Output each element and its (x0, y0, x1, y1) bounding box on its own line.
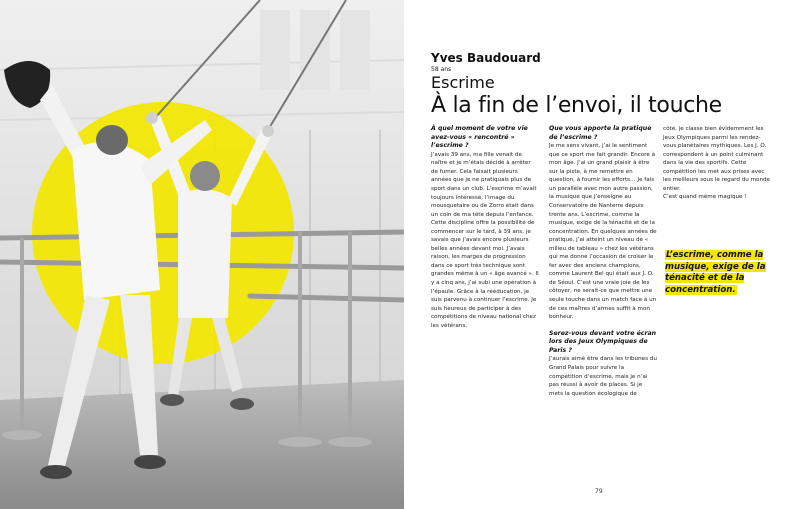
sport-label: Escrime (431, 73, 495, 92)
answer-paragraph: côté, je classe bien évidemment les Jeux Olympiques parmi les rendez-vous planétaires mythiques. Les J. O. correspondent à un point culminant dans la vie des sportifs. Cette compétition les met aux prises avec les meilleurs sous le regard du monde entier. (663, 126, 770, 192)
page-number: 79 (595, 488, 603, 495)
athlete-name: Yves Baudouard (431, 51, 541, 65)
pull-quote (665, 250, 775, 296)
answer-paragraph: J’avais 39 ans, ma fille venait de naître et je m’étais décidé à arrêter de fumer. Cela faisait plusieurs années que je ne pratiquais plus de sport dans un club. L’escrime m’avait toujours intéressé, l’image du mousquetaire ou de Zorro était dans un coin de ma tête depuis l’enfance. Cette discipline offre la possibilité de commencer sur le tard, à 39 ans, je savais que j’avais encore plusieurs belles années devant moi. J’avais raison, les marges de progression dans ce sport très technique sont grandes même à un « âge avancé ». Il y a cinq ans, j’ai subi une opération à l’épaule. Grâce à la rééducation, je suis parvenu à continuer l’escrime. Je suis heureux de participer à des compétitions de niveau national chez les vétérans. (431, 151, 539, 329)
headline: À la fin de l’envoi, il touche (431, 93, 722, 118)
answer-paragraph: J’aurais aimé être dans les tribunes du Grand Palais pour suivre la compétition d’escrime, mais je n’ai pas réussi à avoir de places. Si je mets la question écologique de (549, 356, 657, 397)
pull-quote-text: L’escrime, comme la musique, exige de la ténacité et de la concentration. (665, 250, 766, 295)
answer-paragraph: Je me sens vivant, j’ai le sentiment que ce sport me fait grandir. Encore à mon âge. J’ai un grand plaisir à être sur la piste, à me remettre en question, à fournir les efforts… Je fais un parallèle avec mon autre passion, la musique que j’enseigne au Conservatoire de Nanterre depuis trente ans. L’escrime, comme la musique, exige de la ténacité et de la concentration. En quelques années de pratique, j’ai atteint un niveau de « milieu de tableau » chez les vétérans qui me donne l’occasion de croiser le fer avec des anciens champions, comme Laurent Bel qui était aux J. O. de Séoul. C’est une vraie joie de les côtoyer, ne serait-ce que mettre une seule touche dans un match face à un de ces maîtres d’armes suffit à mon bonheur. (549, 143, 657, 321)
article-header (431, 52, 791, 119)
text-column-1 (431, 125, 539, 330)
question-heading: Serez-vous devant votre écran lors des Jeux Olympiques de Paris ? (549, 329, 657, 354)
question-heading: À quel moment de votre vie avez-vous « rencontré » l’escrime ? (431, 125, 528, 150)
athlete-age: 58 ans (431, 66, 452, 73)
text-column-2 (549, 125, 657, 398)
question-heading: Que vous apporte la pratique de l’escrime ? (549, 125, 652, 141)
answer-paragraph: C’est quand même magique ! (663, 194, 747, 201)
article-page (404, 0, 800, 509)
text-column-3 (663, 125, 771, 202)
